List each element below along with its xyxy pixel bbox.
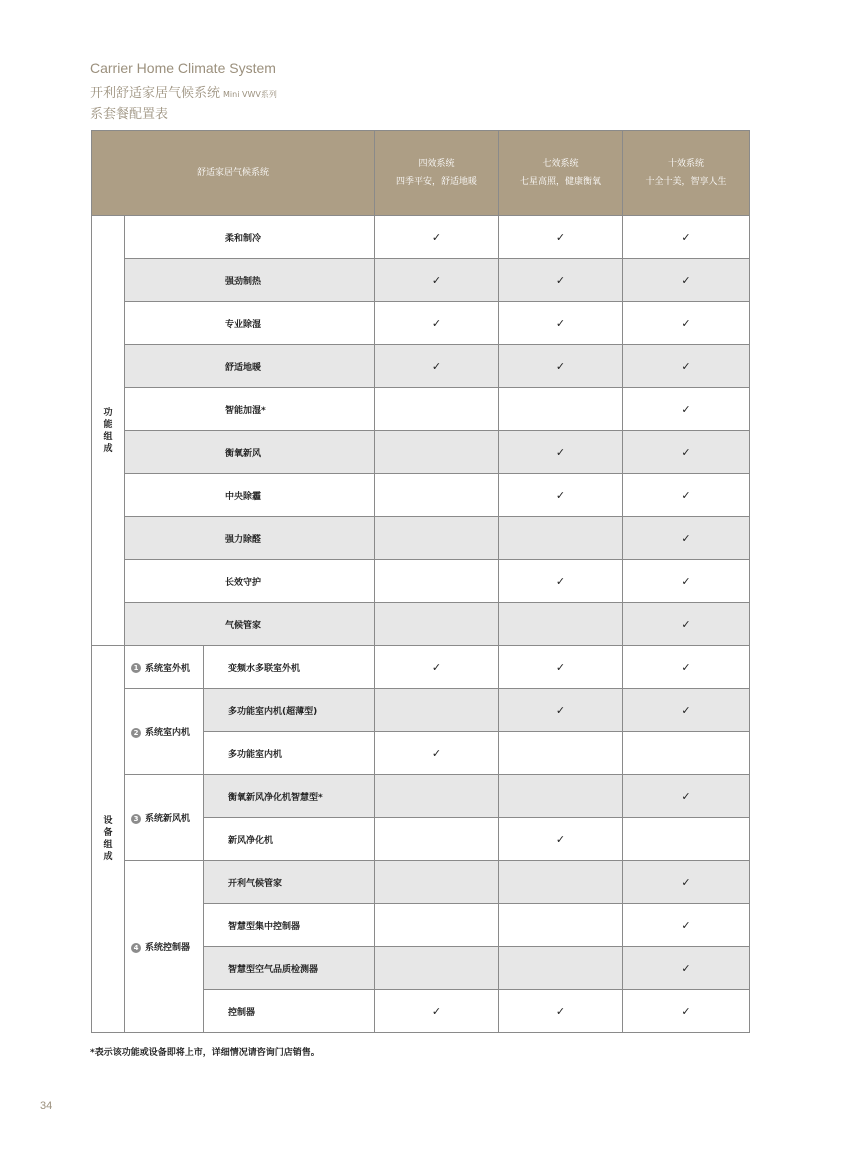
function-label: 衡氧新风 bbox=[125, 431, 375, 474]
table-row bbox=[92, 388, 750, 431]
category-number-badge: 2 bbox=[131, 728, 141, 738]
function-label: 中央除霾 bbox=[125, 474, 375, 517]
equipment-category bbox=[125, 689, 204, 775]
check-cell bbox=[375, 560, 499, 603]
table-row bbox=[92, 302, 750, 345]
check-cell: ✓ bbox=[499, 302, 623, 345]
check-cell: ✓ bbox=[499, 216, 623, 259]
function-label: 气候管家 bbox=[125, 603, 375, 646]
check-cell: ✓ bbox=[499, 689, 623, 732]
equipment-label: 新风净化机 bbox=[204, 818, 375, 861]
function-label: 智能加湿* bbox=[125, 388, 375, 431]
equipment-category bbox=[125, 775, 204, 861]
check-cell: ✓ bbox=[499, 646, 623, 689]
check-cell bbox=[623, 818, 750, 861]
check-cell: ✓ bbox=[375, 302, 499, 345]
check-cell: ✓ bbox=[623, 947, 750, 990]
check-cell bbox=[499, 388, 623, 431]
table-header-row bbox=[92, 131, 750, 216]
check-cell: ✓ bbox=[623, 431, 750, 474]
check-cell bbox=[499, 861, 623, 904]
col-7-name: 七效系统 bbox=[542, 159, 579, 169]
check-cell: ✓ bbox=[499, 474, 623, 517]
table-row bbox=[92, 560, 750, 603]
config-table bbox=[91, 130, 750, 1033]
table-row bbox=[92, 474, 750, 517]
check-cell: ✓ bbox=[499, 431, 623, 474]
check-cell: ✓ bbox=[623, 474, 750, 517]
equipment-category bbox=[125, 861, 204, 1033]
check-cell bbox=[375, 818, 499, 861]
title-chinese-main: 开利舒适家居气候系统 bbox=[90, 86, 221, 101]
check-cell bbox=[375, 947, 499, 990]
check-cell: ✓ bbox=[499, 990, 623, 1033]
equipment-label: 智慧型空气品质检测器 bbox=[204, 947, 375, 990]
category-label: 系统控制器 bbox=[145, 943, 191, 953]
check-cell bbox=[375, 775, 499, 818]
title-chinese-line2: 系套餐配置表 bbox=[90, 107, 169, 122]
check-cell bbox=[375, 474, 499, 517]
check-cell: ✓ bbox=[623, 560, 750, 603]
check-cell: ✓ bbox=[499, 818, 623, 861]
table-row bbox=[92, 345, 750, 388]
check-cell bbox=[499, 947, 623, 990]
col-10-desc: 十全十美，智享人生 bbox=[645, 177, 727, 187]
check-cell bbox=[499, 775, 623, 818]
header-system-label-text: 舒适家居气候系统 bbox=[197, 168, 270, 178]
function-label: 柔和制冷 bbox=[125, 216, 375, 259]
title-chinese bbox=[90, 82, 277, 101]
check-cell bbox=[375, 689, 499, 732]
check-cell bbox=[499, 517, 623, 560]
check-cell: ✓ bbox=[375, 990, 499, 1033]
function-label: 强力除醛 bbox=[125, 517, 375, 560]
function-label: 长效守护 bbox=[125, 560, 375, 603]
check-cell: ✓ bbox=[375, 259, 499, 302]
header-system-label bbox=[92, 131, 375, 216]
check-cell: ✓ bbox=[375, 646, 499, 689]
check-cell bbox=[375, 904, 499, 947]
equipment-label: 多功能室内机 bbox=[204, 732, 375, 775]
col-4-desc: 四季平安，舒适地暖 bbox=[396, 177, 478, 187]
function-label: 专业除湿 bbox=[125, 302, 375, 345]
check-cell: ✓ bbox=[375, 345, 499, 388]
check-cell: ✓ bbox=[623, 345, 750, 388]
col-7-desc: 七星高照，健康衡氧 bbox=[520, 177, 602, 187]
check-cell bbox=[375, 603, 499, 646]
check-cell: ✓ bbox=[623, 689, 750, 732]
equipment-label: 控制器 bbox=[204, 990, 375, 1033]
table-row bbox=[92, 216, 750, 259]
function-label: 强劲制热 bbox=[125, 259, 375, 302]
check-cell: ✓ bbox=[499, 560, 623, 603]
group-equipment bbox=[92, 646, 125, 1033]
check-cell: ✓ bbox=[623, 388, 750, 431]
check-cell: ✓ bbox=[499, 259, 623, 302]
category-number-badge: 3 bbox=[131, 814, 141, 824]
table-row bbox=[92, 431, 750, 474]
table-row bbox=[92, 861, 750, 904]
page-number: 34 bbox=[40, 1100, 53, 1112]
check-cell bbox=[375, 388, 499, 431]
category-number-badge: 4 bbox=[131, 943, 141, 953]
check-cell bbox=[499, 904, 623, 947]
check-cell: ✓ bbox=[623, 904, 750, 947]
check-cell: ✓ bbox=[623, 861, 750, 904]
col-10-name: 十效系统 bbox=[668, 159, 705, 169]
check-cell: ✓ bbox=[623, 216, 750, 259]
category-label: 系统新风机 bbox=[145, 814, 191, 824]
check-cell: ✓ bbox=[499, 345, 623, 388]
check-cell: ✓ bbox=[623, 646, 750, 689]
table-row bbox=[92, 603, 750, 646]
check-cell: ✓ bbox=[623, 259, 750, 302]
col-4-name: 四效系统 bbox=[418, 159, 455, 169]
equipment-label: 衡氧新风净化机智慧型* bbox=[204, 775, 375, 818]
check-cell: ✓ bbox=[623, 302, 750, 345]
category-label: 系统室内机 bbox=[145, 728, 191, 738]
table-row bbox=[92, 259, 750, 302]
group-function-label: 功能组成 bbox=[103, 407, 113, 454]
table-row bbox=[92, 775, 750, 818]
equipment-label: 开利气候管家 bbox=[204, 861, 375, 904]
check-cell bbox=[375, 861, 499, 904]
check-cell bbox=[375, 517, 499, 560]
header-col-7 bbox=[499, 131, 623, 216]
equipment-label: 智慧型集中控制器 bbox=[204, 904, 375, 947]
category-number-badge: 1 bbox=[131, 663, 141, 673]
table-row bbox=[92, 646, 750, 689]
table-row bbox=[92, 689, 750, 732]
check-cell: ✓ bbox=[623, 517, 750, 560]
category-label: 系统室外机 bbox=[145, 663, 191, 674]
group-equipment-label: 设备组成 bbox=[103, 816, 113, 862]
function-label: 舒适地暖 bbox=[125, 345, 375, 388]
footnote: *表示该功能或设备即将上市，详细情况请咨询门店销售。 bbox=[90, 1048, 320, 1058]
header-col-4 bbox=[375, 131, 499, 216]
equipment-category bbox=[125, 646, 204, 689]
check-cell bbox=[375, 431, 499, 474]
equipment-label: 多功能室内机(超薄型) bbox=[204, 689, 375, 732]
check-cell: ✓ bbox=[623, 775, 750, 818]
check-cell bbox=[623, 732, 750, 775]
check-cell bbox=[499, 732, 623, 775]
check-cell: ✓ bbox=[623, 603, 750, 646]
group-function bbox=[92, 216, 125, 646]
title-english: Carrier Home Climate System bbox=[90, 60, 276, 76]
check-cell: ✓ bbox=[375, 732, 499, 775]
title-chinese-suffix: Mini VWV系列 bbox=[223, 90, 277, 99]
header-col-10 bbox=[623, 131, 750, 216]
equipment-label: 变频水多联室外机 bbox=[204, 646, 375, 689]
table-row bbox=[92, 517, 750, 560]
check-cell: ✓ bbox=[623, 990, 750, 1033]
check-cell: ✓ bbox=[375, 216, 499, 259]
check-cell bbox=[499, 603, 623, 646]
